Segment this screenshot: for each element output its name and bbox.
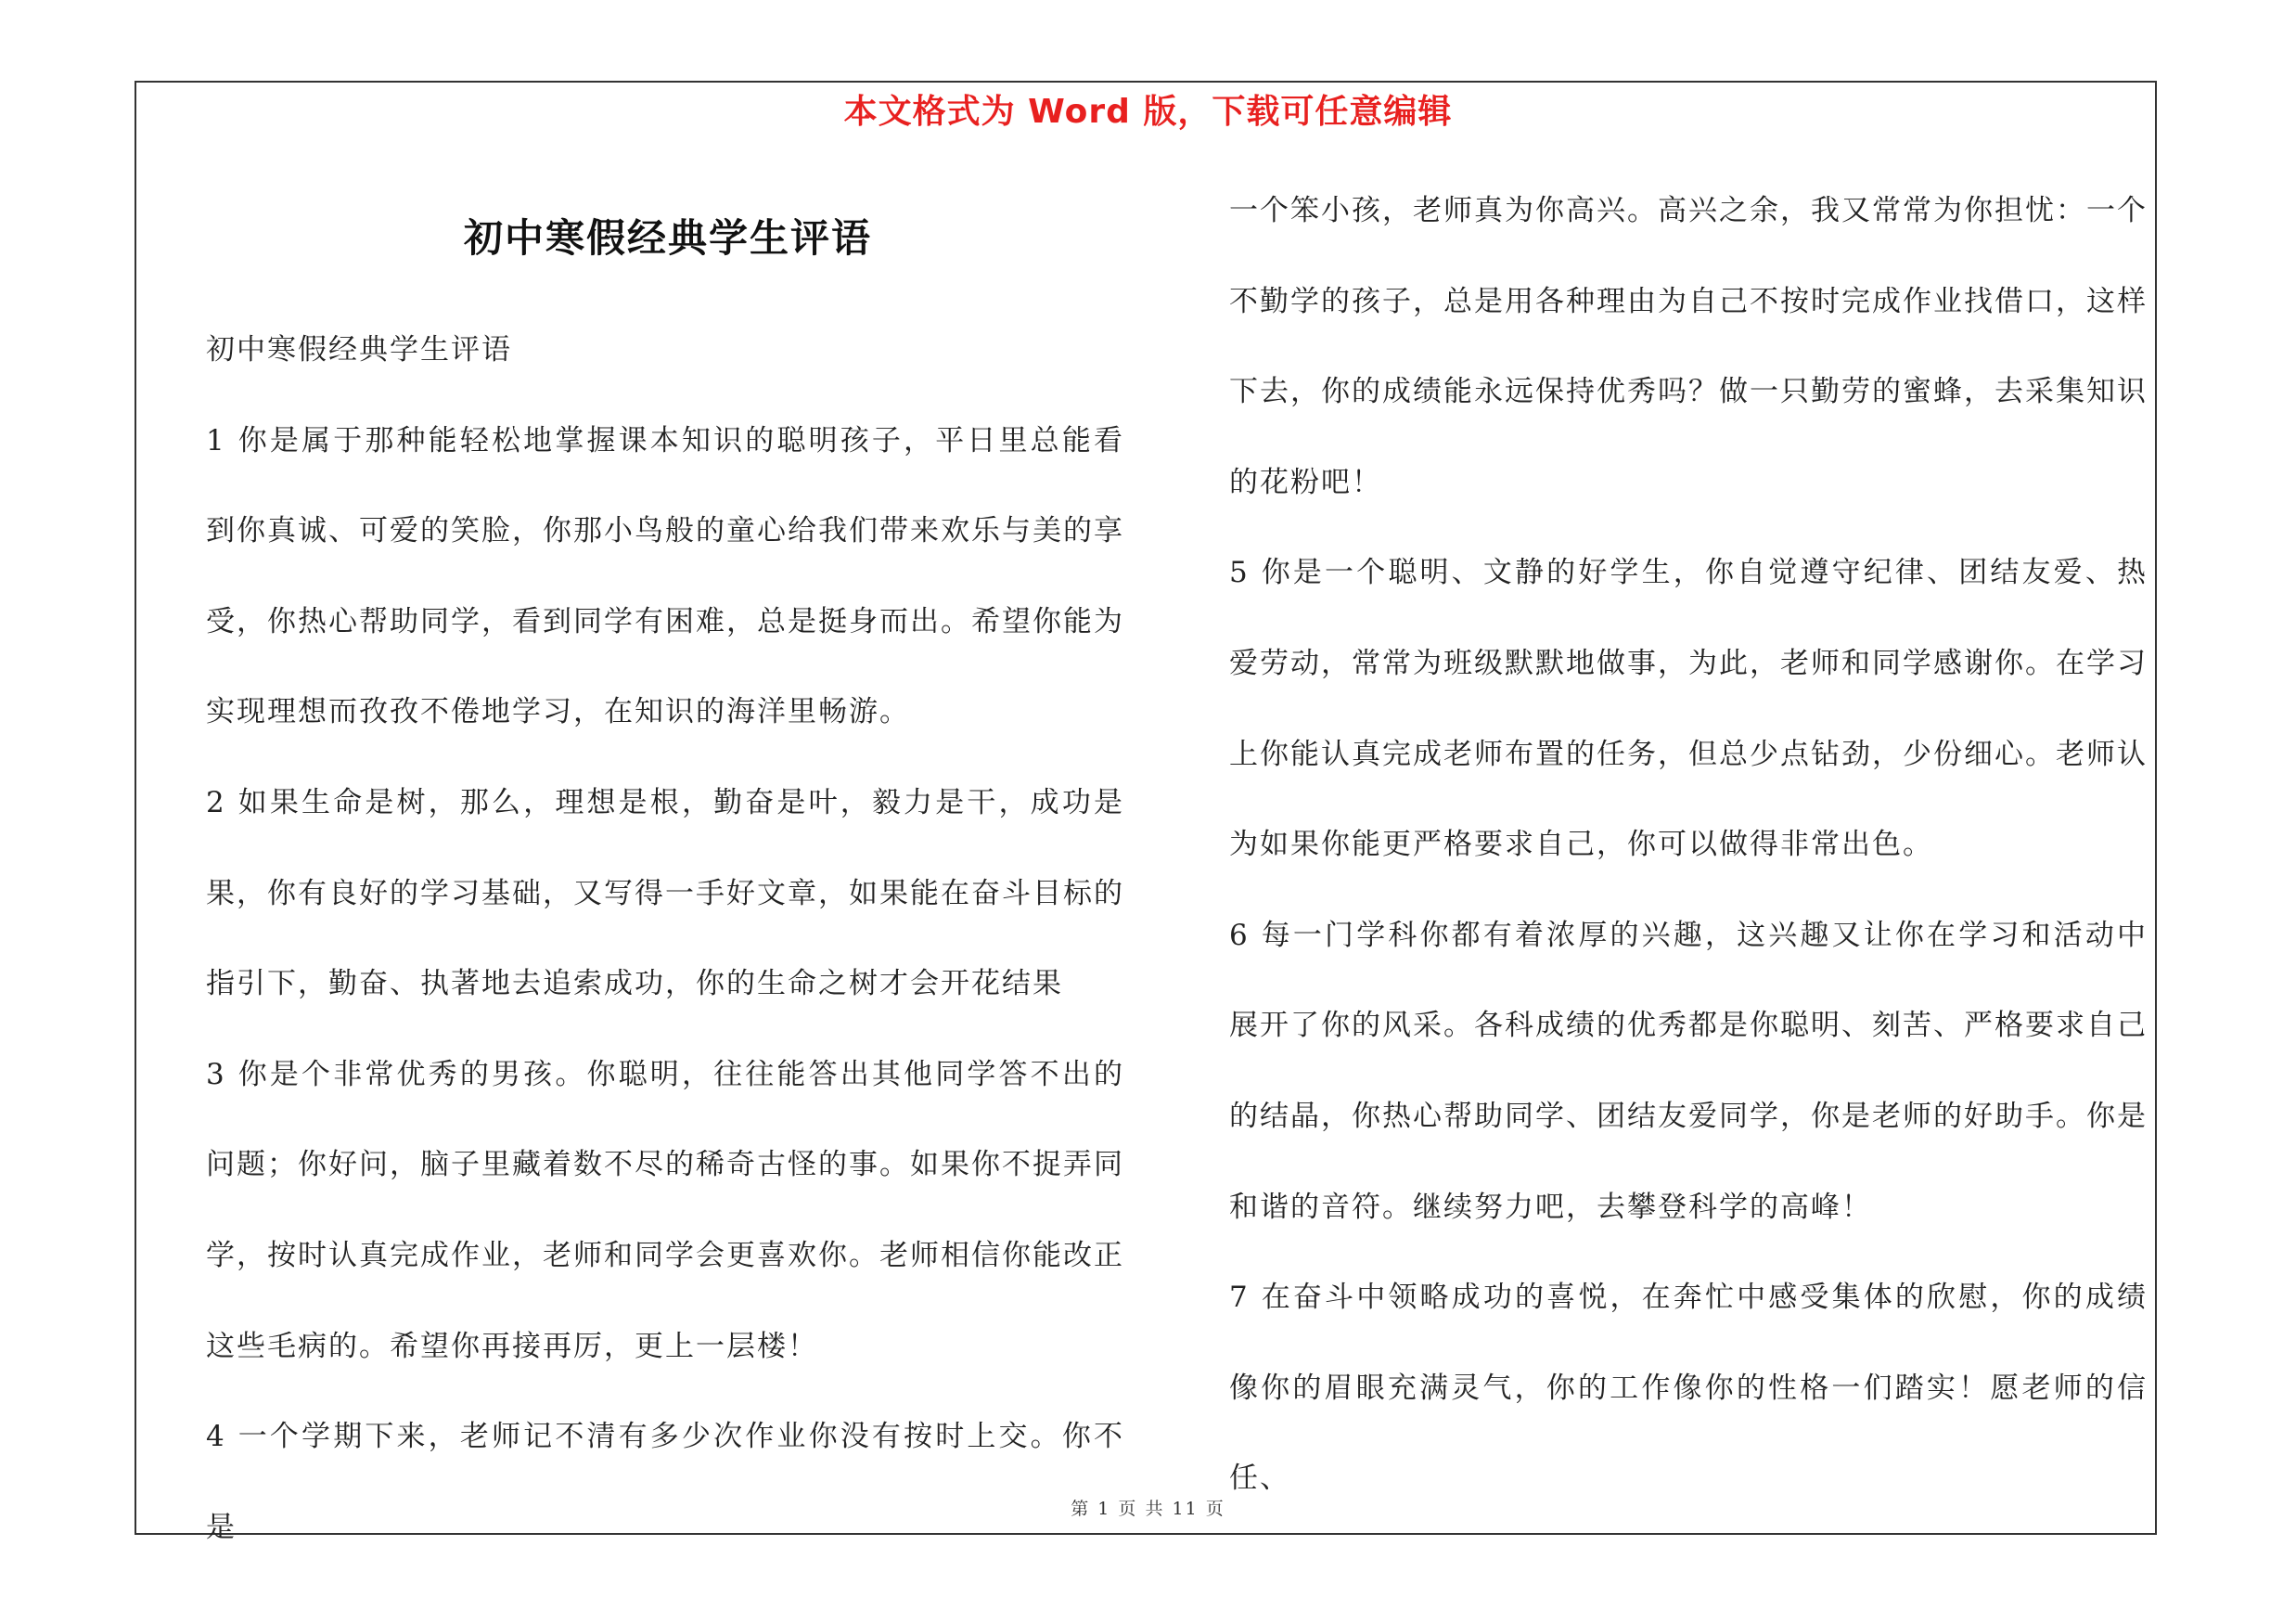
comment-paragraph-6: 6 每一门学科你都有着浓厚的兴趣，这兴趣又让你在学习和活动中展开了你的风采。各科成绩的优秀都是你聪明、刻苦、严格要求自己的结晶，你热心帮助同学、团结友爱同学，你是老师的好助手。你是和谐的音符。继续努力吧，去攀登科学的高峰！ xyxy=(1229,918,2148,1224)
subtitle-paragraph: 初中寒假经典学生评语 xyxy=(206,333,512,367)
comment-paragraph-7-start: 7 在奋斗中领略成功的喜悦，在奔忙中感受集体的欣慰，你的成绩像你的眉眼充满灵气，你的工作像你的性格一们踏实！愿老师的信任、 xyxy=(1229,1281,2148,1496)
right-column xyxy=(1229,166,2148,1525)
comment-paragraph-4-start: 4 一个学期下来，老师记不清有多少次作业你没有按时上交。你不是 xyxy=(206,1420,1124,1544)
document-title: 初中寒假经典学生评语 xyxy=(463,215,872,261)
page-number-footer: 第 1 页 共 11 页 xyxy=(1071,1499,1225,1519)
word-format-banner: 本文格式为 Word 版，下载可任意编辑 xyxy=(843,93,1453,131)
comment-paragraph-3: 3 你是个非常优秀的男孩。你聪明，往往能答出其他同学答不出的问题；你好问，脑子里藏着数不尽的稀奇古怪的事。如果你不捉弄同学，按时认真完成作业，老师和同学会更喜欢你。老师相信你能改正这些毛病的。希望你再接再厉，更上一层楼！ xyxy=(206,1057,1124,1363)
left-column xyxy=(206,305,1124,1573)
comment-paragraph-2: 2 如果生命是树，那么，理想是根，勤奋是叶，毅力是干，成功是果，你有良好的学习基础，又写得一手好文章，如果能在奋斗目标的指引下，勤奋、执著地去追索成功，你的生命之树才会开花结果 xyxy=(206,785,1124,1001)
comment-paragraph-5: 5 你是一个聪明、文静的好学生，你自觉遵守纪律、团结友爱、热爱劳动，常常为班级默默地做事，为此，老师和同学感谢你。在学习上你能认真完成老师布置的任务，但总少点钻劲，少份细心。老师认为如果你能更严格要求自己，你可以做得非常出色。 xyxy=(1229,556,2148,862)
comment-paragraph-1: 1 你是属于那种能轻松地掌握课本知识的聪明孩子，平日里总能看到你真诚、可爱的笑脸，你那小鸟般的童心给我们带来欢乐与美的享受，你热心帮助同学，看到同学有困难，总是挺身而出。希望你能为实现理想而孜孜不倦地学习，在知识的海洋里畅游。 xyxy=(206,423,1124,729)
comment-paragraph-4-continued: 一个笨小孩，老师真为你高兴。高兴之余，我又常常为你担忧：一个不勤学的孩子，总是用各种理由为自己不按时完成作业找借口，这样下去，你的成绩能永远保持优秀吗？做一只勤劳的蜜蜂，去采集知识的花粉吧！ xyxy=(1229,194,2148,499)
